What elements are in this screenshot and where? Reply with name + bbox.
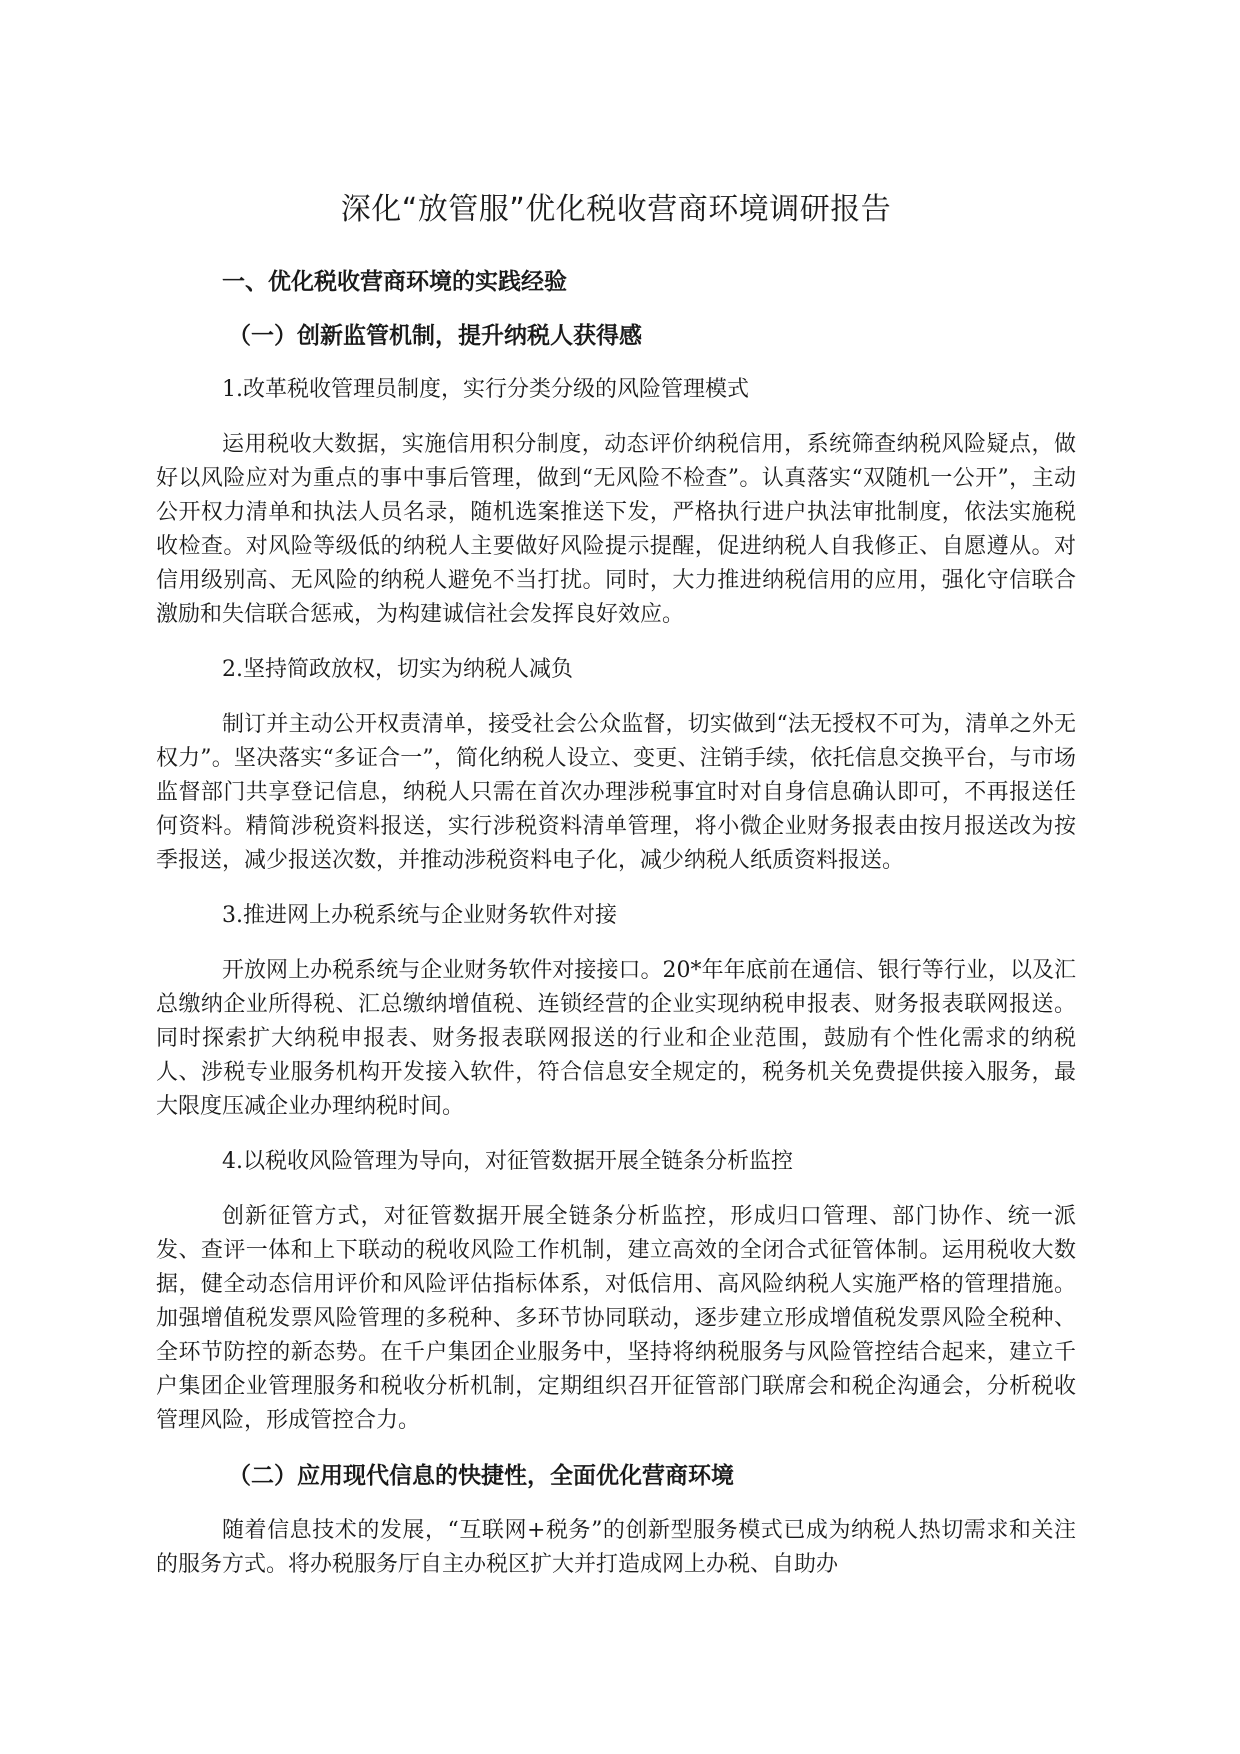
- item-heading: 3.推进网上办税系统与企业财务软件对接: [222, 903, 617, 928]
- subsection-heading: （一）创新监管机制，提升纳税人获得感: [228, 323, 642, 349]
- body-paragraph: 制订并主动公开权责清单，接受社会公众监督，切实做到“法无授权不可为，清单之外无权力”。坚决落实“多证合一”，简化纳税人设立、变更、注销手续，依托信息交换平台，与市场监督部门共享登记信息，纳税人只需在首次办理涉税事宜时对自身信息确认即可，不再报送任何资料。精简涉税资料报送，实行涉税资料清单管理，将小微企业财务报表由按月报送改为按季报送，减少报送次数，并推动涉税资料电子化，减少纳税人纸质资料报送。: [156, 712, 1076, 873]
- body-paragraph: 随着信息技术的发展，“互联网+税务”的创新型服务模式已成为纳税人热切需求和关注的服务方式。将办税服务厅自主办税区扩大并打造成网上办税、自助办: [156, 1518, 1076, 1577]
- item-heading: 1.改革税收管理员制度，实行分类分级的风险管理模式: [222, 377, 749, 402]
- document-page: [156, 190, 1076, 1604]
- item-heading: 2.坚持简政放权，切实为纳税人减负: [222, 657, 573, 682]
- subsection-heading: （二）应用现代信息的快捷性，全面优化营商环境: [228, 1463, 734, 1489]
- section-heading: 一、优化税收营商环境的实践经验: [222, 269, 567, 295]
- body-paragraph: 创新征管方式，对征管数据开展全链条分析监控，形成归口管理、部门协作、统一派发、查评一体和上下联动的税收风险工作机制，建立高效的全闭合式征管体制。运用税收大数据，健全动态信用评价和风险评估指标体系，对低信用、高风险纳税人实施严格的管理措施。加强增值税发票风险管理的多税种、多环节协同联动，逐步建立形成增值税发票风险全税种、全环节防控的新态势。在千户集团企业服务中，坚持将纳税服务与风险管控结合起来，建立千户集团企业管理服务和税收分析机制，定期组织召开征管部门联席会和税企沟通会，分析税收管理风险，形成管控合力。: [156, 1204, 1076, 1433]
- body-paragraph: 运用税收大数据，实施信用积分制度，动态评价纳税信用，系统筛查纳税风险疑点，做好以风险应对为重点的事中事后管理，做到“无风险不检查”。认真落实“双随机一公开”，主动公开权力清单和执法人员名录，随机选案推送下发，严格执行进户执法审批制度，依法实施税收检查。对风险等级低的纳税人主要做好风险提示提醒，促进纳税人自我修正、自愿遵从。对信用级别高、无风险的纳税人避免不当打扰。同时，大力推进纳税信用的应用，强化守信联合激励和失信联合惩戒，为构建诚信社会发挥良好效应。: [156, 432, 1076, 627]
- item-heading: 4.以税收风险管理为导向，对征管数据开展全链条分析监控: [222, 1149, 793, 1174]
- body-paragraph: 开放网上办税系统与企业财务软件对接接口。20*年年底前在通信、银行等行业，以及汇总缴纳企业所得税、汇总缴纳增值税、连锁经营的企业实现纳税申报表、财务报表联网报送。同时探索扩大纳税申报表、财务报表联网报送的行业和企业范围，鼓励有个性化需求的纳税人、涉税专业服务机构开发接入软件，符合信息安全规定的，税务机关免费提供接入服务，最大限度压减企业办理纳税时间。: [156, 958, 1076, 1119]
- document-title: 深化“放管服”优化税收营商环境调研报告: [340, 192, 892, 227]
